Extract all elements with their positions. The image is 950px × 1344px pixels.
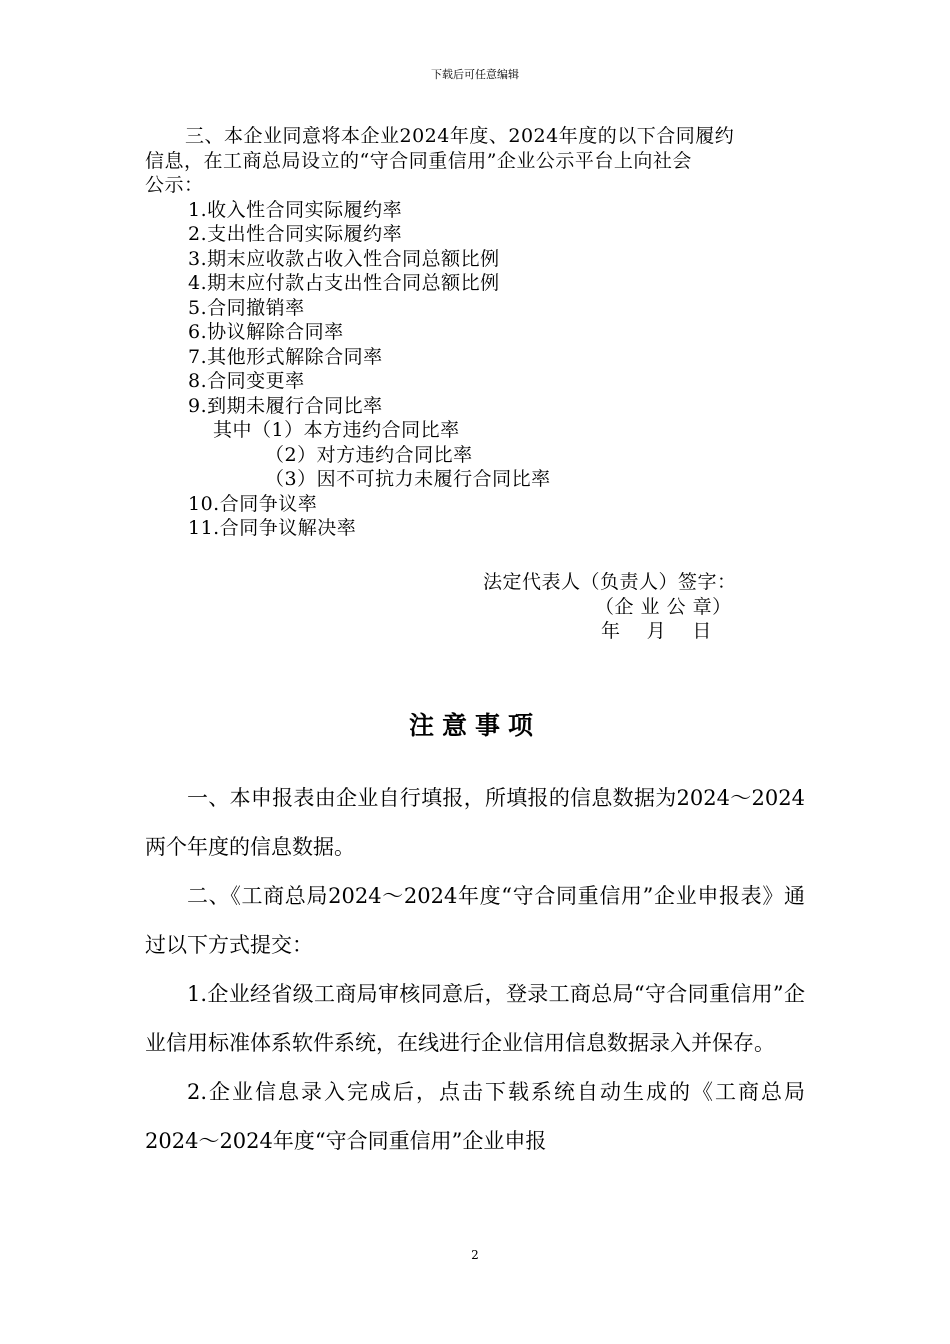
note-paragraph: 1.企业经省级工商局审核同意后，登录工商总局“守合同重信用”企业信用标准体系软件系统，在线进行企业信用信息数据录入并保存。 — [145, 982, 805, 1055]
section-consent — [145, 124, 815, 541]
note-paragraph: 二、《工商总局2024～2024年度“守合同重信用”企业申报表》通过以下方式提交： — [145, 884, 805, 957]
list-item: 6.协议解除合同率 — [188, 321, 344, 343]
list-item: 3.期末应收款占收入性合同总额比例 — [188, 247, 500, 270]
page-header: 下载后可任意编辑 — [431, 68, 519, 81]
list-item: 1.收入性合同实际履约率 — [188, 198, 403, 221]
list-item: 9.到期未履行合同比率 — [188, 394, 383, 417]
signature-block — [483, 570, 737, 644]
note-paragraph: 2.企业信息录入完成后，点击下载系统自动生成的《工商总局2024～2024年度“守合同重信用”企业申报 — [145, 1080, 805, 1153]
signature-label: 法定代表人（负责人）签字： — [483, 571, 737, 593]
sub-list-item: （2）对方违约合同比率 — [265, 443, 473, 466]
notes-title: 注意事项 — [408, 711, 541, 740]
list-item: 11.合同争议解决率 — [188, 517, 357, 539]
sub-list-item: （3）因不可抗力未履行合同比率 — [265, 468, 551, 490]
intro-line-3: 公示： — [145, 174, 204, 196]
list-item: 10.合同争议率 — [188, 492, 318, 515]
list-item: 4.期末应付款占支出性合同总额比例 — [188, 272, 500, 294]
date-label: 年 月 日 — [601, 620, 712, 642]
sub-list-item: 其中（1）本方违约合同比率 — [213, 419, 460, 441]
company-seal-label: （企 业 公 章） — [595, 595, 732, 618]
intro-line-2: 信息，在工商总局设立的“守合同重信用”企业公示平台上向社会 — [145, 149, 692, 172]
list-item: 7.其他形式解除合同率 — [188, 345, 383, 368]
notes-body — [145, 774, 805, 1166]
page-number: 2 — [471, 1248, 479, 1262]
note-paragraph: 一、本申报表由企业自行填报，所填报的信息数据为2024～2024两个年度的信息数据。 — [145, 786, 805, 859]
intro-line-1: 三、本企业同意将本企业2024年度、2024年度的以下合同履约 — [185, 125, 735, 147]
list-item: 8.合同变更率 — [188, 370, 305, 392]
list-item: 2.支出性合同实际履约率 — [188, 223, 403, 245]
list-item: 5.合同撤销率 — [188, 296, 305, 319]
